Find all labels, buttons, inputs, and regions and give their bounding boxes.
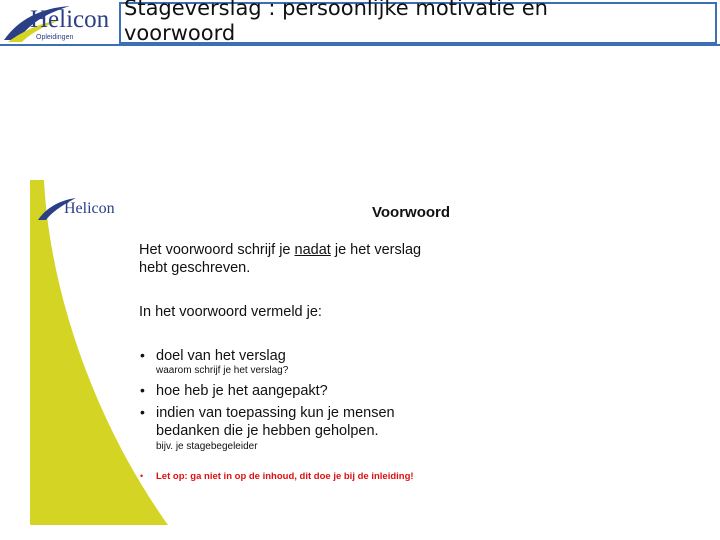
page-title-line-2: voorwoord	[124, 21, 236, 45]
slide-intro-line-2: hebt geschreven.	[139, 260, 251, 276]
slide-logo-text: Helicon	[64, 200, 115, 217]
bullet-2-marker: •	[140, 382, 145, 398]
slide-mention-intro: In het voorwoord vermeld je:	[139, 304, 322, 320]
bullet-3-marker: •	[140, 404, 145, 420]
bullet-1-text: doel van het verslag	[156, 348, 286, 364]
intro-text-part-2: je het verslag	[330, 242, 422, 258]
bullet-1-marker: •	[140, 347, 145, 363]
page-title-line-1: Stageverslag : persoonlijke motivatie en	[124, 0, 548, 20]
warning-marker: •	[140, 471, 144, 481]
header-logo-subtext: Opleidingen	[36, 34, 74, 41]
header-logo-text: Helicon	[30, 6, 110, 33]
page-title	[124, 0, 714, 46]
slide-title: Voorwoord	[372, 204, 451, 221]
slide-image	[30, 180, 470, 525]
intro-underlined-word: nadat	[294, 242, 331, 258]
bullet-3-note: bijv. je stagebegeleider	[156, 441, 258, 452]
warning-text: Let op: ga niet in op de inhoud, dit doe je bij de inleiding!	[156, 471, 414, 482]
bullet-3-text-line-2: bedanken die je hebben geholpen.	[156, 423, 379, 439]
bullet-3-text: indien van toepassing kun je mensen	[156, 405, 395, 421]
slide-intro-line-1	[139, 242, 421, 259]
intro-text-part-1: Het voorwoord schrijf je	[139, 242, 295, 258]
bullet-2-text: hoe heb je het aangepakt?	[156, 383, 328, 399]
bullet-1-note: waarom schrijf je het verslag?	[156, 365, 289, 376]
header-logo	[0, 0, 118, 46]
